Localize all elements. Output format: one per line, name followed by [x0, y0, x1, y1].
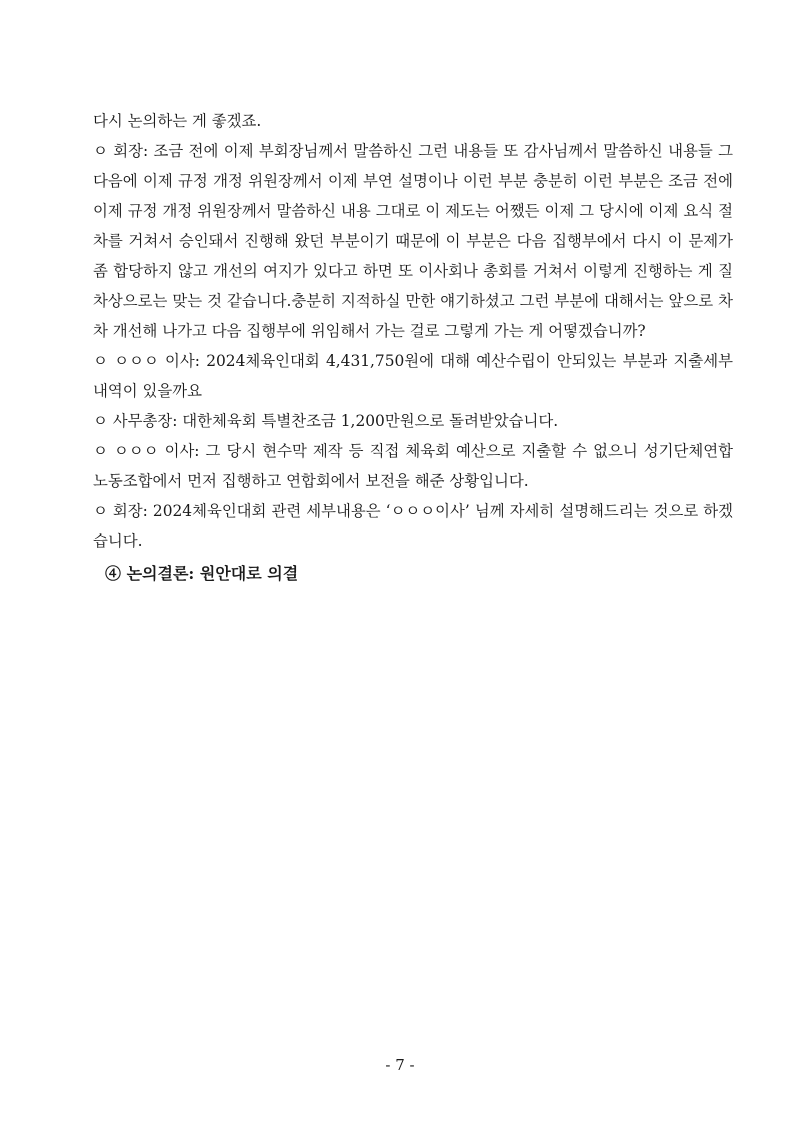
- paragraph-director-explanation: ㅇ ㅇㅇㅇ 이사: 그 당시 현수막 제작 등 직접 체육회 예산으로 지출할 수 없으니 성기단체연합 노동조합에서 먼저 집행하고 연합회에서 보전을 해준 상황입니다.: [93, 442, 733, 490]
- paragraph-chairman-remarks: ㅇ 회장: 조금 전에 이제 부회장님께서 말씀하신 그런 내용들 또 감사님께서 말씀하신 내용들 그다음에 이제 규정 개정 위원장께서 이제 부연 설명이나 이런 부분 충분히 이런 부분은 조금 전에 이제 규정 개정 위원장께서 말씀하신 내용 그대로 이 제도는 어쨌든 이제 그 당시에 이제 요식 절차를 거쳐서 승인돼서 진행해 왔던 부분이기 때문에 이 부분은 다음 집행부에서 다시 이 문제가 좀 합당하지 않고 개선의 여지가 있다고 하면 또 이사회나 총회를 거쳐서 이렇게 진행하는 게 질차상으로는 맞는 것 같습니다.충분히 지적하실 만한 얘기하셨고 그런 부분에 대해서는 앞으로 차차 개선해 나가고 다음 집행부에 위임해서 가는 걸로 그렇게 가는 게 어떻겠습니까?: [93, 142, 733, 340]
- paragraph-director-question: ㅇ ㅇㅇㅇ 이사: 2024체육인대회 4,431,750원에 대해 예산수립이 안되있는 부분과 지출세부내역이 있을까요: [93, 352, 733, 400]
- discussion-conclusion: ④ 논의결론: 원안대로 의결: [105, 564, 299, 583]
- paragraph-chairman-closing: ㅇ 회장: 2024체육인대회 관련 세부내용은 ‘ㅇㅇㅇ이사’ 님께 자세히 설명해드리는 것으로 하겠습니다.: [93, 502, 733, 550]
- meeting-minutes-body: [93, 106, 733, 592]
- paragraph-discussion-continued: 다시 논의하는 게 좋겠죠.: [93, 112, 262, 130]
- paragraph-secretary-general-answer: ㅇ 사무총장: 대한체육회 특별찬조금 1,200만원으로 돌려받았습니다.: [93, 412, 559, 430]
- page-number: - 7 -: [385, 1056, 415, 1074]
